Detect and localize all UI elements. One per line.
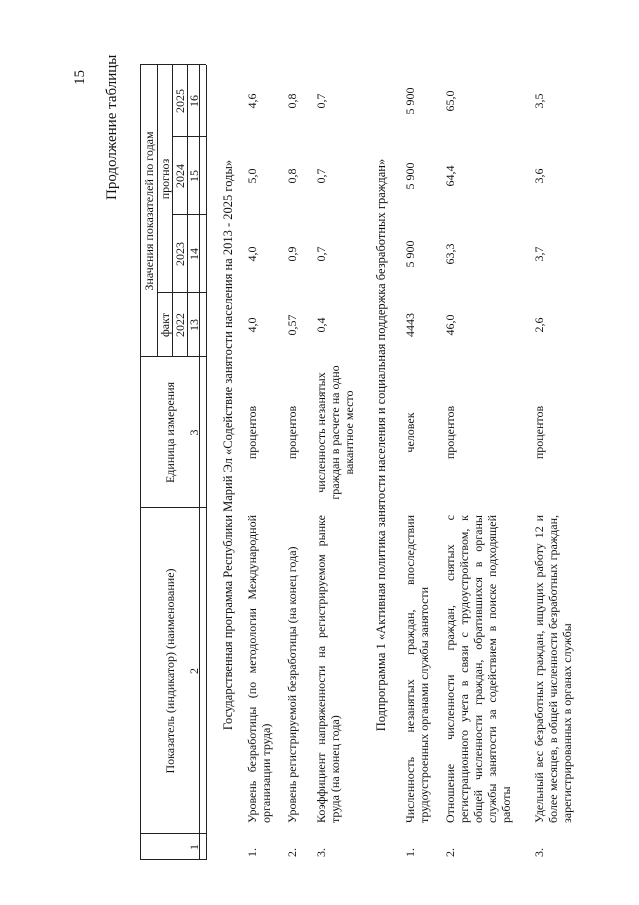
value-2024: 64,4 [443, 165, 457, 187]
col-number: 16 [187, 95, 201, 107]
value-2024: 5 900 [403, 162, 417, 190]
indicator-name: Коэффициент напряженности на регистрируемом рынке труда (на конец года) [314, 515, 342, 823]
continuation-title: Продолжение таблицы [104, 54, 120, 200]
value-2025: 5 900 [403, 87, 417, 115]
unit-cell: человек [403, 412, 417, 453]
header-fact: факт [158, 312, 172, 338]
row-number: 2. [443, 848, 457, 857]
value-2023: 5 900 [403, 240, 417, 268]
col-number: 3 [187, 429, 201, 436]
col-number: 2 [187, 668, 201, 674]
value-2025: 4,6 [245, 93, 259, 109]
value-2022: 4,0 [245, 317, 259, 333]
section-subprogram-title: Подпрограмма 1 «Активная политика занятости населения и социальная поддержка безработных граждан» [374, 158, 388, 732]
header-values-by-year: Значения показателей по годам [142, 131, 156, 291]
header-bottom-border [206, 65, 207, 860]
value-2022: 4443 [403, 313, 417, 337]
row-number: 3. [314, 848, 328, 857]
header-year-2022: 2022 [173, 313, 187, 337]
col-number: 1 [187, 844, 201, 850]
indicator-name: Уровень безработицы (по методологии Международной организации труда) [245, 515, 273, 823]
indicator-name: Удельный вес безработных граждан, ищущих работу 12 и более месяцев, в общей численности безработных граждан, зарегистрированных в органах службы [532, 515, 574, 823]
indicator-name: Уровень регистрируемой безработицы (на конец года) [285, 546, 299, 823]
col-number: 14 [187, 248, 201, 260]
header-unit: Единица измерения [163, 381, 177, 484]
row-number: 1. [403, 848, 417, 857]
value-2025: 65,0 [443, 90, 457, 112]
value-2025: 3,5 [532, 93, 546, 109]
value-2023: 0,7 [314, 246, 328, 262]
value-2025: 0,8 [285, 93, 299, 109]
value-2024: 5,0 [245, 168, 259, 184]
value-2023: 63,3 [443, 243, 457, 265]
unit-cell: численность незанятых граждан в расчете на одно вакантное место [314, 365, 356, 500]
value-2024: 3,6 [532, 168, 546, 184]
value-2023: 3,7 [532, 246, 546, 262]
indicator-name: Отношение численности граждан, снятых с регистрационного учета в связи с трудоустройством, к общей численности граждан, обратившихся в органы службы занятости за содействием в поиске подходящей работы [443, 515, 513, 823]
unit-cell: процентов [245, 405, 259, 460]
indicator-name: Численность незанятых граждан, впоследствии трудоустроенных органами службы занятости [403, 515, 431, 823]
header-year-2025: 2025 [173, 89, 187, 113]
header-indicator: Показатель (индикатор) (наименование) [163, 568, 177, 774]
header-forecast: прогноз [158, 158, 172, 200]
value-2024: 0,7 [314, 168, 328, 184]
unit-cell: процентов [443, 405, 457, 460]
row-number: 2. [285, 848, 299, 857]
value-2023: 4,0 [245, 246, 259, 262]
table-top-border [140, 65, 141, 860]
value-2022: 2,6 [532, 317, 546, 333]
page-number: 15 [72, 70, 88, 85]
value-2022: 0,57 [285, 314, 299, 336]
value-2023: 0,9 [285, 246, 299, 262]
unit-cell: процентов [285, 405, 299, 460]
value-2022: 0,4 [314, 317, 328, 333]
col-number: 13 [187, 319, 201, 331]
section-program-title: Государственная программа Республики Марий Эл «Содействие занятости населения на 2013 - 2025 годы» [221, 159, 235, 731]
header-year-2024: 2024 [173, 164, 187, 188]
unit-cell: процентов [532, 405, 546, 460]
col-number: 15 [187, 170, 201, 182]
header-year-2023: 2023 [173, 242, 187, 266]
row-number: 1. [245, 848, 259, 857]
value-2025: 0,7 [314, 93, 328, 109]
value-2022: 46,0 [443, 314, 457, 336]
value-2024: 0,8 [285, 168, 299, 184]
row-number: 3. [532, 848, 546, 857]
